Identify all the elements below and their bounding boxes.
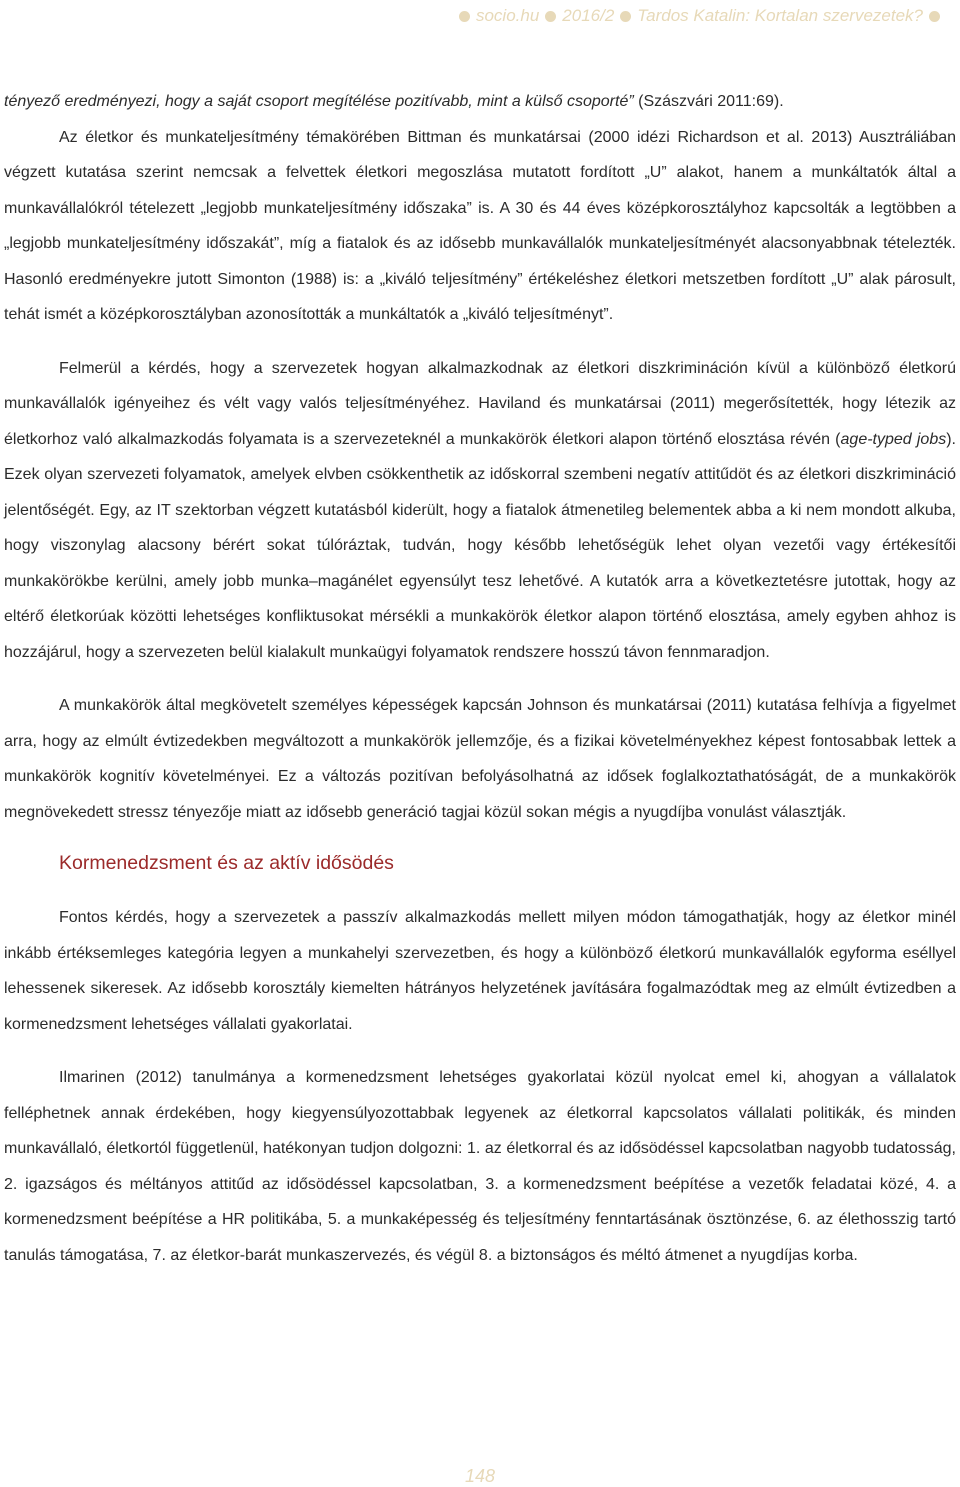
- citation: (Szászvári 2011:69).: [633, 93, 784, 110]
- bullet-dot-icon: [929, 11, 940, 22]
- paragraph: Ilmarinen (2012) tanulmánya a kormenedzsment lehetséges gyakorlatai közül nyolcat emel ki, ahogyan a vállalatok felléphetnek annak érdekében, hogy kiegyensúlyozottabbak legyenek az életkorral kapcsolatos vállalati politikák, és minden munkavállaló, életkortól függetlenül, hatékonyan tudjon dolgozni: 1. az életkorral és az idősödéssel kapcsolatban nagyobb tudatosság, 2. igazságos és méltányos attitűd az idősödéssel kapcsolatban, 3. a kormenedzsment beépítése a vezetők feladatai közé, 4. a kormenedzsment beépítése a HR politikába, 5. a munkaképesség és teljesítmény fenntartásának ösztönzése, 6. az élethosszig tartó tanulás támogatása, 7. az életkor-barát munkaszervezés, és végül 8. a biztonságos és méltó átmenet a nyugdíjas korba.: [4, 1069, 956, 1264]
- bullet-dot-icon: [459, 11, 470, 22]
- article-body: [4, 84, 956, 1291]
- paragraph: A munkakörök által megkövetelt személyes képességek kapcsán Johnson és munkatársai (2011) kutatása felhívja a figyelmet arra, hogy az elmúlt évtizedekben megváltozott a munkakörök jellemzője, és a fizikai követelményekhez képest fontosabbak lettek a munkakörök kognitív követelményei. Ez a változás pozitívan befolyásolhatná az idősek foglalkoztathatóságát, de a munkakörök megnövekedett stressz tényezője miatt az idősebb generáció tagjai közül sokan mégis a nyugdíjba vonulást választják.: [4, 697, 956, 821]
- italic-term: age-typed jobs: [840, 430, 947, 448]
- header-article: Tardos Katalin: Kortalan szervezetek?: [637, 6, 923, 25]
- page-number: 148: [464, 1466, 496, 1486]
- bullet-dot-icon: [545, 11, 556, 22]
- paragraph-continuation: [4, 84, 956, 120]
- paragraph: Felmerül a kérdés, hogy a szervezetek hogyan alkalmazkodnak az életkori diszkrimináción kívül a különböző életkorú munkavállalók igényeihez és vélt vagy valós teljesítményéhez. Haviland és munkatársai (2011) megerősítették, hogy létezik az életkorhoz való alkalmazkodás folyamata is a szervezeteknél a munkakörök életkori alapon történő elosztása révén (age-typed jobs). Ezek olyan szervezeti folyamatok, amelyek elvben csökkenthetik az időskorral szembeni negatív attitűdöt és az életkori diszkrimináció jelentőségét. Egy, az IT szektorban végzett kutatásból kiderült, hogy a fiatalok átmenetileg belementek abba a ki nem mondott alkuba, hogy viszonylag alacsony bérért sokat túlóráztak, tudván, hogy később lehetőségük lehet olyan vezetői vagy értékesítői munkakörökbe kerülni, amely jobb munka–magánélet egyensúlyt tesz lehetővé. A kutatók arra a következtetésre jutottak, hogy az eltérő életkorúak közötti lehetséges konfliktusokat mérsékli a munkakörök életkor alapon történő elosztása, amely egyben ahhoz is hozzájárul, hogy a szervezeten belül kialakult munkaügyi folyamatok rendszere hosszú távon fennmaradjon.: [4, 359, 956, 661]
- header-issue: 2016/2: [562, 6, 615, 25]
- header-site: socio.hu: [475, 6, 540, 25]
- quote-italic: tényező eredményezi, hogy a saját csoport megítélése pozitívabb, mint a külső csoporté”: [4, 93, 634, 110]
- paragraph: Fontos kérdés, hogy a szervezetek a passzív alkalmazkodás mellett milyen módon támogathatják, hogy az életkor minél inkább értéksemleges kategória legyen a munkahelyi szervezetben, és hogy a különböző életkorú munkavállalók egyforma eséllyel lehessenek sikeresek. Az idősebb korosztály kiemelten hátrányos helyzetének javítására fogalmazódtak meg az elmúlt évtizedben a kormenedzsment lehetséges vállalati gyakorlatai.: [4, 909, 956, 1033]
- section-title: Kormenedzsment és az aktív idősödés: [59, 852, 394, 874]
- running-header: [453, 6, 946, 26]
- bullet-dot-icon: [620, 11, 631, 22]
- paragraph: Az életkor és munkateljesítmény témakörében Bittman és munkatársai (2000 idézi Richardson et al. 2013) Ausztráliában végzett kutatása szerint nemcsak a felvettek életkori megoszlása mutatott fordított „U” alakot, hanem a munkáltatók által a munkavállalókról tételezett „legjobb munkateljesítmény időszaka” is. A 30 és 44 éves középkorosztályhoz kapcsolták a legtöbben a „legjobb munkateljesítmény időszakát”, míg a fiatalok és az idősebb munkavállalók munkateljesítményét alacsonyabbnak tételezték. Hasonló eredményekre jutott Simonton (1988) is: a „kiváló teljesítmény” értékeléshez életkori metszetben fordított „U” alak párosult, tehát ismét a középkorosztályban azonosították a munkáltatók a „kiváló teljesítményt”.: [4, 128, 956, 323]
